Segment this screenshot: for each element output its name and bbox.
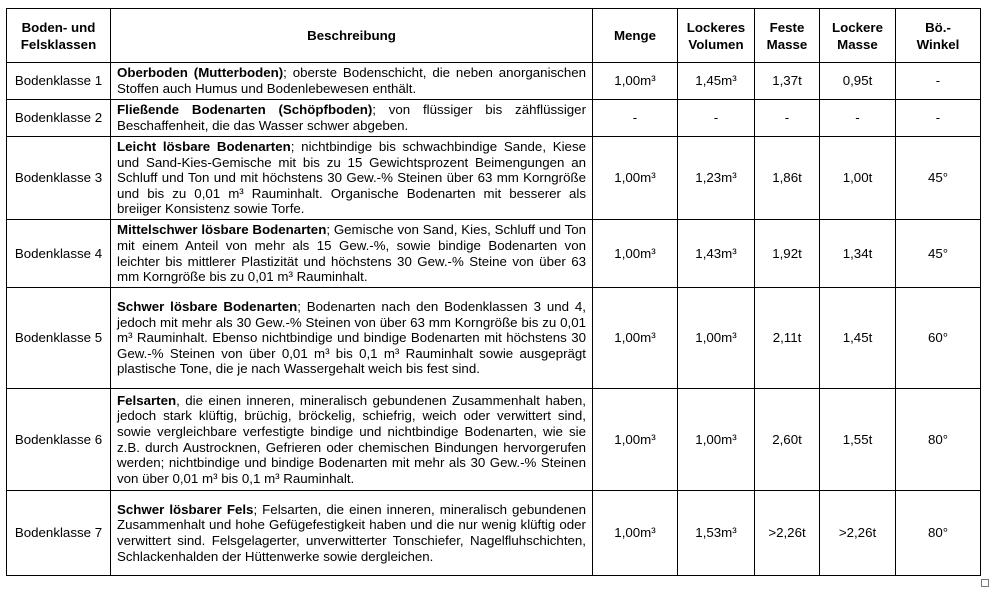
description-cell [111, 63, 593, 100]
klasse-cell: Bodenklasse 3 [7, 137, 111, 220]
soil-class-table [6, 8, 981, 576]
description-text: ; Felsarten, die einen inneren, mineralisch gebundenen Zusammenhalt und hohe Gefügefestigkeit haben und die nur wenig klüftig oder verwittert sind. Felsgelagerter, unverwitterter Tonschiefer, Nagelfluhschichten, Schlackenhalden der Hüttenwerke sowie dergleichen. [117, 501, 586, 564]
description-cell [111, 100, 593, 137]
klasse-cell: Bodenklasse 1 [7, 63, 111, 100]
lockere-masse-cell: >2,26t [820, 491, 896, 576]
winkel-cell: 80° [896, 491, 981, 576]
feste-masse-cell: 1,37t [755, 63, 820, 100]
feste-masse-cell: 1,86t [755, 137, 820, 220]
menge-cell: 1,00m³ [593, 137, 678, 220]
lockere-masse-cell: 1,45t [820, 288, 896, 389]
description-cell [111, 389, 593, 491]
winkel-cell: - [896, 63, 981, 100]
table-row [7, 389, 981, 491]
lockeres-volumen-cell: 1,00m³ [678, 389, 755, 491]
winkel-cell: 45° [896, 220, 981, 288]
description-title: Schwer lösbare Bodenarten [117, 299, 298, 315]
table-row [7, 63, 981, 100]
menge-cell: 1,00m³ [593, 220, 678, 288]
feste-masse-cell: >2,26t [755, 491, 820, 576]
klasse-cell: Bodenklasse 2 [7, 100, 111, 137]
feste-masse-cell: 2,60t [755, 389, 820, 491]
feste-masse-cell: - [755, 100, 820, 137]
winkel-cell: 45° [896, 137, 981, 220]
klasse-cell: Bodenklasse 7 [7, 491, 111, 576]
header-lockere-masse: Lockere Masse [820, 9, 896, 63]
lockeres-volumen-cell: - [678, 100, 755, 137]
menge-cell: 1,00m³ [593, 288, 678, 389]
lockeres-volumen-cell: 1,53m³ [678, 491, 755, 576]
table-row [7, 100, 981, 137]
menge-cell: 1,00m³ [593, 491, 678, 576]
description-cell [111, 137, 593, 220]
header-menge: Menge [593, 9, 678, 63]
description-text: ; von flüssiger bis zähflüssiger Beschaffenheit, die das Wasser schwer abgeben. [117, 102, 586, 133]
lockeres-volumen-cell: 1,23m³ [678, 137, 755, 220]
winkel-cell: 60° [896, 288, 981, 389]
description-title: Oberboden (Mutterboden) [117, 65, 284, 81]
lockere-masse-cell: - [820, 100, 896, 137]
winkel-cell: - [896, 100, 981, 137]
description-title: Leicht lösbare Bodenarten [117, 139, 291, 155]
winkel-cell: 80° [896, 389, 981, 491]
lockeres-volumen-cell: 1,43m³ [678, 220, 755, 288]
description-text: ; Bodenarten nach den Bodenklassen 3 und 4, jedoch mit mehr als 30 Gew.-% Steinen von über 63 mm Korngröße bis zu 0,01 m³ Rauminhalt. Ebenso nichtbindige und bindige Bodenarten mit höchstens 30 Gew.-% Steinen von über 0,01 m³ bis 0,1 m³ Rauminhalt sowie ausgeprägt plastische Tone, die je nach Wassergehalt weich bis fest sind. [117, 299, 586, 377]
description-title: Schwer lösbarer Fels [117, 501, 254, 517]
lockere-masse-cell: 1,55t [820, 389, 896, 491]
klasse-cell: Bodenklasse 4 [7, 220, 111, 288]
menge-cell: - [593, 100, 678, 137]
table-resize-handle[interactable] [981, 579, 989, 587]
menge-cell: 1,00m³ [593, 63, 678, 100]
description-cell [111, 220, 593, 288]
lockere-masse-cell: 1,00t [820, 137, 896, 220]
header-beschreibung: Beschreibung [111, 9, 593, 63]
lockeres-volumen-cell: 1,00m³ [678, 288, 755, 389]
table-row [7, 288, 981, 389]
table-header-row [7, 9, 981, 63]
description-title: Fließende Bodenarten (Schöpfboden) [117, 102, 373, 118]
lockere-masse-cell: 0,95t [820, 63, 896, 100]
header-winkel: Bö.- Winkel [896, 9, 981, 63]
lockere-masse-cell: 1,34t [820, 220, 896, 288]
description-cell [111, 491, 593, 576]
header-klasse: Boden- und Felsklassen [7, 9, 111, 63]
lockeres-volumen-cell: 1,45m³ [678, 63, 755, 100]
description-title: Felsarten [117, 392, 177, 408]
description-text: ; Gemische von Sand, Kies, Schluff und Ton mit einem Anteil von mehr als 15 Gew.-%, sowie bindige Bodenarten von leichter bis mittlerer Plastizität und höchstens 30 Gew.-% Steine von über 63 mm Korngröße bis zu 0,01 m³ Rauminhalt. [117, 222, 587, 285]
table-row [7, 220, 981, 288]
header-feste-masse: Feste Masse [755, 9, 820, 63]
description-title: Mittelschwer lösbare Bodenarten [117, 222, 327, 238]
description-text: ; nichtbindige bis schwachbindige Sande, Kiese und Sand-Kies-Gemische mit bis zu 15 Gewichtsprozent Beimengungen an Schluff und Ton und mit höchstens 30 Gew.-% Steinen über 63 mm Korngröße und bis zu 0,01 m³ Rauminhalt. Organische Bodenarten mit besserer als breiiger Konsistenz sowie Torfe. [117, 139, 586, 217]
klasse-cell: Bodenklasse 5 [7, 288, 111, 389]
klasse-cell: Bodenklasse 6 [7, 389, 111, 491]
header-lockeres-volumen: Lockeres Volumen [678, 9, 755, 63]
table-row [7, 491, 981, 576]
menge-cell: 1,00m³ [593, 389, 678, 491]
description-cell [111, 288, 593, 389]
table-row [7, 137, 981, 220]
feste-masse-cell: 1,92t [755, 220, 820, 288]
feste-masse-cell: 2,11t [755, 288, 820, 389]
description-text: ; oberste Bodenschicht, die neben anorganischen Stoffen auch Humus und Bodenlebewesen enthält. [117, 65, 587, 96]
description-text: , die einen inneren, mineralisch gebundenen Zusammenhalt haben, jedoch stark klüftig, brüchig, bröckelig, schiefrig, weich oder verwittert sind, sowie vergleichbare verfestigte bindige und nichtbindige Bodenarten, wie sie z.B. durch Austrocknen, Gefrieren oder chemischen Bindungen hervorgerufen werden; nichtbindige und bindige Bodenarten mit mehr als 30 Gew.-% Steinen von über 0,01 m³ bis 0,1 m³ Rauminhalt. [117, 392, 586, 486]
